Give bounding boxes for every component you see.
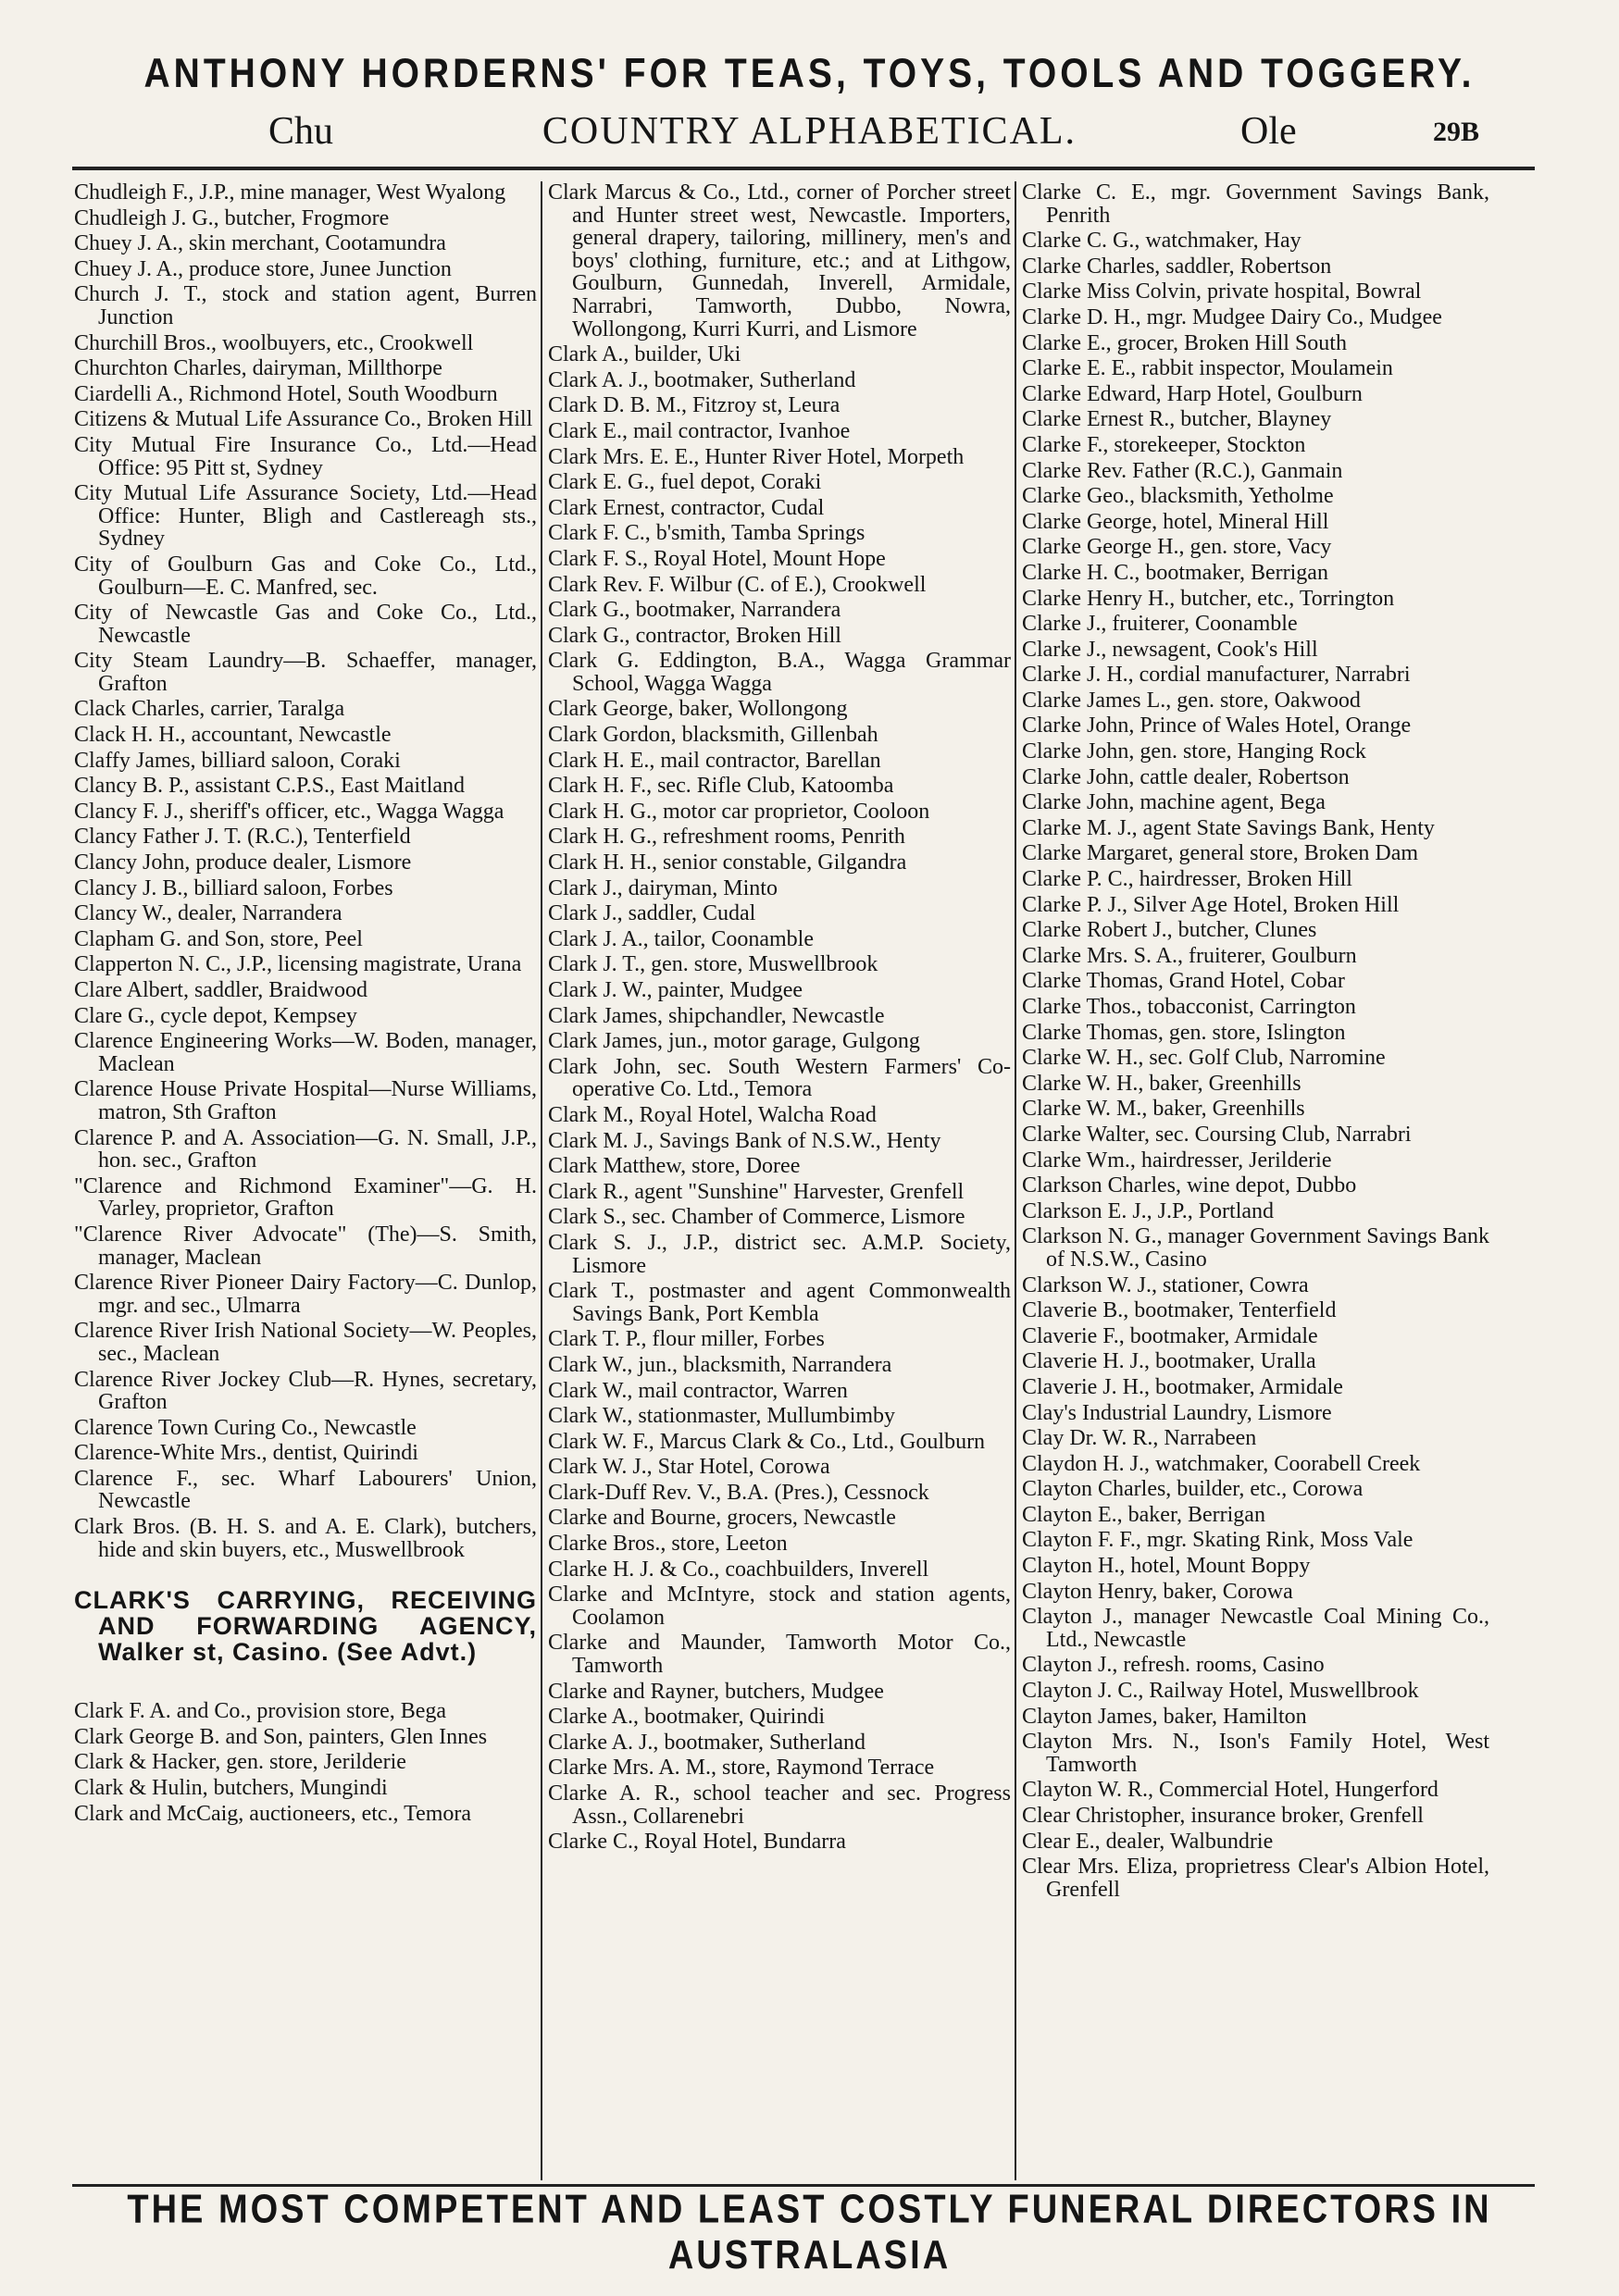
directory-entry: Clarke Margaret, general store, Broken Dam [1022,841,1419,866]
directory-entry: Clark S., sec. Chamber of Commerce, Lismore [548,1205,965,1230]
directory-entry: Clarke C. E., mgr. Government Savings Bank, Penrith [1022,180,1489,228]
directory-entry: Clarence River Irish National Society—W. Peoples, sec., Maclean [74,1319,537,1366]
directory-entry: Clarke Ernest R., butcher, Blayney [1022,407,1332,432]
directory-entry: Clarke J., newsagent, Cook's Hill [1022,637,1318,662]
directory-entry: CLARK'S CARRYING, RECEIVING AND FORWARDING AGENCY, Walker st, Casino. (See Advt.) [74,1586,537,1667]
directory-entry: Clancy B. P., assistant C.P.S., East Maitland [74,774,466,799]
directory-entry: Clarke W. M., baker, Greenhills [1022,1097,1305,1122]
directory-entry: Clark H. E., mail contractor, Barellan [548,748,881,773]
directory-entry: Clarke John, gen. store, Hanging Rock [1022,739,1366,764]
directory-entry: Clark J. T., gen. store, Muswellbrook [548,952,878,977]
directory-entry: Clarke E., grocer, Broken Hill South [1022,330,1347,355]
directory-entry: Clark James, shipchandler, Newcastle [548,1003,885,1028]
directory-entry: Clay's Industrial Laundry, Lismore [1022,1400,1332,1425]
directory-entry: Clark T. P., flour miller, Forbes [548,1327,825,1352]
directory-entry: Clarke George, hotel, Mineral Hill [1022,509,1329,534]
directory-entry: Clark J., saddler, Cudal [548,901,756,926]
directory-entry: Clare G., cycle depot, Kempsey [74,1003,357,1028]
directory-entry: Clarke Wm., hairdresser, Jerilderie [1022,1148,1332,1173]
directory-entry: City of Goulburn Gas and Coke Co., Ltd., Goulburn—E. C. Manfred, sec. [74,552,537,600]
directory-entry: Clark H. G., refreshment rooms, Penrith [548,825,905,850]
directory-entry: Clark & Hacker, gen. store, Jerilderie [74,1750,406,1775]
footer-rule [72,2184,1535,2187]
directory-entry: Clark F. A. and Co., provision store, Bega [74,1699,447,1724]
directory-entry: Clarke Henry H., butcher, etc., Torrington [1022,586,1395,611]
directory-entry: Churchill Bros., woolbuyers, etc., Crookwell [74,330,474,355]
directory-entry: Clarence Town Curing Co., Newcastle [74,1415,417,1440]
directory-entry: Citizens & Mutual Life Assurance Co., Broken Hill [74,407,533,432]
directory-entry: Claverie F., bootmaker, Armidale [1022,1323,1318,1348]
directory-entry: Clark and McCaig, auctioneers, etc., Temora [74,1801,472,1826]
directory-entry: Clear Christopher, insurance broker, Grenfell [1022,1804,1424,1828]
directory-entry: Clarke H. C., bootmaker, Berrigan [1022,560,1328,585]
directory-entry: Clarke Mrs. S. A., fruiterer, Goulburn [1022,943,1357,968]
directory-entry: Clark F. C., b'smith, Tamba Springs [548,521,866,546]
top-advert-banner: ANTHONY HORDERNS' FOR TEAS, TOYS, TOOLS AND TOGGERY. [143,50,1476,97]
directory-entry: Clark Ernest, contractor, Cudal [548,495,825,520]
directory-entry: Clayton Mrs. N., Ison's Family Hotel, West Tamworth [1022,1730,1489,1777]
directory-entry: Clark Marcus & Co., Ltd., corner of Porcher street and Hunter street west, Newcastle. Importers, general drapery, tailoring, millinery, men's and boys' clothing, furniture, etc.; and at Lithgow, Goulburn, Gunnedah, Inverell, Armidale, Narrabri, Tamworth, Dubbo, Nowra, Wollongong, Kurri Kurri, and Lismore [548,180,1011,341]
directory-entry: Clarke and Maunder, Tamworth Motor Co., Tamworth [548,1631,1011,1679]
directory-entry: Clarke E. E., rabbit inspector, Moulamein [1022,356,1393,381]
directory-entry: Clark H. H., senior constable, Gilgandra [548,850,907,875]
directory-entry: Clarence Engineering Works—W. Boden, manager, Maclean [74,1029,537,1076]
directory-entry: Claydon H. J., watchmaker, Coorabell Creek [1022,1451,1421,1476]
directory-entry: Clark-Duff Rev. V., B.A. (Pres.), Cessnock [548,1480,929,1505]
directory-entry: Clarke Thomas, gen. store, Islington [1022,1020,1346,1045]
directory-entry: Clark James, jun., motor garage, Gulgong [548,1029,920,1054]
directory-entry: Clark John, sec. South Western Farmers' Co-operative Co. Ltd., Temora [548,1054,1011,1102]
directory-entry: Churchton Charles, dairyman, Millthorpe [74,356,442,381]
directory-entry: Clear E., dealer, Walbundrie [1022,1829,1274,1854]
directory-entry: Clarence F., sec. Wharf Labourers' Union, Newcastle [74,1466,537,1514]
directory-entry: Clark A. J., bootmaker, Sutherland [548,367,856,392]
directory-entry: Claffy James, billiard saloon, Coraki [74,748,401,773]
directory-entry: Clark George B. and Son, painters, Glen Innes [74,1724,488,1749]
directory-entry: Clark T., postmaster and agent Commonwealth Savings Bank, Port Kembla [548,1279,1011,1326]
page-title: COUNTRY ALPHABETICAL. [542,110,1077,153]
directory-entry: Clark H. G., motor car proprietor, Cooloon [548,799,930,824]
directory-entry: Clarke Mrs. A. M., store, Raymond Terrace [548,1756,935,1781]
directory-entry: Clark J. W., painter, Mudgee [548,978,803,1002]
directory-entry: Clarke Bros., store, Leeton [548,1532,788,1557]
directory-entry: Clark W. F., Marcus Clark & Co., Ltd., Goulburn [548,1429,986,1454]
directory-entry: City Mutual Life Assurance Society, Ltd.—Head Office: Hunter, Bligh and Castlereagh sts., Sydney [74,481,537,552]
directory-entry: Clarke George H., gen. store, Vacy [1022,535,1332,560]
directory-entry: Claverie J. H., bootmaker, Armidale [1022,1374,1343,1399]
directory-entry: Clark Rev. F. Wilbur (C. of E.), Crookwell [548,572,927,597]
directory-entry: Ciardelli A., Richmond Hotel, South Woodburn [74,381,498,406]
directory-entry: Clark George, baker, Wollongong [548,697,848,722]
directory-entry: Clarke W. H., baker, Greenhills [1022,1071,1301,1096]
directory-entry: Clarkson W. J., stationer, Cowra [1022,1272,1309,1297]
directory-entry: Clayton Charles, builder, etc., Corowa [1022,1477,1364,1502]
directory-entry: Church J. T., stock and station agent, Burren Junction [74,282,537,329]
directory-entry: Clark F. S., Royal Hotel, Mount Hope [548,546,886,571]
bottom-advert-banner: THE MOST COMPETENT AND LEAST COSTLY FUNERAL DIRECTORS IN AUSTRALASIA [127,2187,1492,2278]
directory-entry: Clayton W. R., Commercial Hotel, Hungerford [1022,1778,1438,1803]
directory-entry: Clark W., stationmaster, Mullumbimby [548,1404,896,1429]
directory-entry: Clarke C. G., watchmaker, Hay [1022,229,1301,254]
directory-entry: City Mutual Fire Insurance Co., Ltd.—Head Office: 95 Pitt st, Sydney [74,432,537,480]
directory-entry: Clarke W. H., sec. Golf Club, Narromine [1022,1046,1386,1071]
directory-entry: Clarke Rev. Father (R.C.), Ganmain [1022,458,1343,483]
directory-entry: Clack H. H., accountant, Newcastle [74,723,392,748]
directory-column-2 [548,181,1011,1856]
column-divider-2 [1015,181,1016,2180]
directory-entry: Clark Mrs. E. E., Hunter River Hotel, Morpeth [548,444,965,469]
directory-entry: Chudleigh F., J.P., mine manager, West Wyalong [74,180,506,205]
directory-entry: Clark A., builder, Uki [548,342,741,367]
directory-entry: Clark Gordon, blacksmith, Gillenbah [548,723,878,748]
directory-entry: Clancy Father J. T. (R.C.), Tenterfield [74,825,411,850]
running-head [0,109,1619,155]
directory-entry: Clarke Thomas, Grand Hotel, Cobar [1022,969,1345,994]
directory-column-3 [1022,181,1489,1904]
directory-entry: Clarke James L., gen. store, Oakwood [1022,688,1361,713]
directory-entry: Clarke A., bootmaker, Quirindi [548,1705,825,1730]
directory-entry: "Clarence River Advocate" (The)—S. Smith, manager, Maclean [74,1222,537,1270]
directory-entry: Clarke D. H., mgr. Mudgee Dairy Co., Mudgee [1022,304,1442,329]
directory-entry: Clark D. B. M., Fitzroy st, Leura [548,393,841,418]
directory-entry: Clack Charles, carrier, Taralga [74,697,345,722]
directory-entry: Clark Matthew, store, Doree [548,1154,801,1179]
directory-entry: Clark G., bootmaker, Narrandera [548,598,841,623]
directory-entry: Clark J., dairyman, Minto [548,875,778,900]
directory-entry: Clarke and Bourne, grocers, Newcastle [548,1506,896,1531]
directory-entry: Clarence River Jockey Club—R. Hynes, secretary, Grafton [74,1367,537,1415]
directory-entry: Clarke Edward, Harp Hotel, Goulburn [1022,381,1363,406]
directory-entry: Clark S. J., J.P., district sec. A.M.P. Society, Lismore [548,1230,1011,1278]
directory-entry: Clarke C., Royal Hotel, Bundarra [548,1830,846,1855]
directory-entry: Clarkson E. J., J.P., Portland [1022,1198,1275,1223]
directory-entry: Clarke M. J., agent State Savings Bank, Henty [1022,815,1435,840]
directory-entry: "Clarence and Richmond Examiner"—G. H. Varley, proprietor, Grafton [74,1173,537,1222]
directory-entry: Clarke H. J. & Co., coachbuilders, Inverell [548,1557,929,1582]
directory-entry: Clarke Geo., blacksmith, Yetholme [1022,484,1334,509]
page-number: 29B [1433,117,1480,147]
directory-entry: Clark M., Royal Hotel, Walcha Road [548,1102,877,1127]
directory-entry: Clarence-White Mrs., dentist, Quirindi [74,1441,418,1466]
directory-entry: Clarke P. J., Silver Age Hotel, Broken Hill [1022,892,1400,917]
directory-entry: Clayton James, baker, Hamilton [1022,1704,1307,1729]
directory-entry: Clark G., contractor, Broken Hill [548,623,841,648]
directory-entry: Chuey J. A., skin merchant, Cootamundra [74,231,446,256]
directory-entry: Clancy J. B., billiard saloon, Forbes [74,875,393,900]
directory-entry: Clancy John, produce dealer, Lismore [74,850,412,875]
directory-entry: Clayton J. C., Railway Hotel, Muswellbrook [1022,1679,1419,1704]
directory-entry: City Steam Laundry—B. Schaeffer, manager, Grafton [74,649,537,696]
directory-entry: Clarkson Charles, wine depot, Dubbo [1022,1173,1357,1198]
directory-entry: Clark G. Eddington, B.A., Wagga Grammar School, Wagga Wagga [548,649,1011,696]
directory-entry: Clayton F. F., mgr. Skating Rink, Moss Vale [1022,1528,1414,1553]
directory-entry: Clancy F. J., sheriff's officer, etc., Wagga Wagga [74,799,504,824]
directory-entry: Clark E. G., fuel depot, Coraki [548,470,822,495]
directory-entry: Clay Dr. W. R., Narrabeen [1022,1426,1257,1451]
directory-column-1 [74,181,537,1828]
header-rule [72,167,1535,170]
directory-entry: Clayton H., hotel, Mount Boppy [1022,1554,1311,1579]
directory-entry: Clarke and McIntyre, stock and station agents, Coolamon [548,1582,1011,1630]
directory-entry: Clarke John, Prince of Wales Hotel, Orange [1022,714,1412,738]
directory-entry: City of Newcastle Gas and Coke Co., Ltd., Newcastle [74,601,537,648]
guide-word-last: Ole [1240,110,1297,153]
directory-entry: Clark W., jun., blacksmith, Narrandera [548,1352,892,1377]
directory-entry: Clarence House Private Hospital—Nurse Williams, matron, Sth Grafton [74,1077,537,1124]
guide-word-first: Chu [268,110,334,153]
directory-entry: Clarke F., storekeeper, Stockton [1022,432,1306,457]
directory-entry: Clapperton N. C., J.P., licensing magistrate, Urana [74,952,522,977]
directory-entry: Clark H. F., sec. Rifle Club, Katoomba [548,774,894,799]
directory-entry: Clarke J. H., cordial manufacturer, Narrabri [1022,663,1411,688]
directory-entry: Clapham G. and Son, store, Peel [74,926,363,951]
directory-entry: Clear Mrs. Eliza, proprietress Clear's Albion Hotel, Grenfell [1022,1855,1489,1902]
directory-entry: Clarke Walter, sec. Coursing Club, Narrabri [1022,1122,1412,1147]
directory-entry: Clancy W., dealer, Narrandera [74,901,342,926]
directory-entry: Clark Bros. (B. H. S. and A. E. Clark), butchers, hide and skin buyers, etc., Muswellbrook [74,1515,537,1562]
directory-entry: Clark M. J., Savings Bank of N.S.W., Henty [548,1128,941,1153]
directory-entry: Clarence P. and A. Association—G. N. Small, J.P., hon. sec., Grafton [74,1125,537,1173]
directory-entry: Clark & Hulin, butchers, Mungindi [74,1776,388,1801]
directory-entry: Clayton E., baker, Berrigan [1022,1502,1265,1527]
directory-entry: Clarke Charles, saddler, Robertson [1022,254,1332,279]
directory-entry: Clarke J., fruiterer, Coonamble [1022,612,1298,637]
directory-entry: Clarkson N. G., manager Government Savings Bank of N.S.W., Casino [1022,1224,1489,1272]
directory-entry: Clarke Robert J., butcher, Clunes [1022,918,1317,943]
directory-entry: Clare Albert, saddler, Braidwood [74,978,367,1002]
directory-entry: Clarke P. C., hairdresser, Broken Hill [1022,867,1352,892]
directory-entry: Clark W., mail contractor, Warren [548,1378,848,1403]
directory-entry: Clarke and Rayner, butchers, Mudgee [548,1679,884,1704]
directory-entry: Clarke A. J., bootmaker, Sutherland [548,1730,866,1755]
directory-entry: Clayton Henry, baker, Corowa [1022,1579,1293,1604]
directory-entry: Clarke John, cattle dealer, Robertson [1022,764,1350,789]
column-divider-1 [541,181,542,2180]
directory-entry: Chudleigh J. G., butcher, Frogmore [74,205,390,230]
directory-entry: Clarke Miss Colvin, private hospital, Bowral [1022,279,1422,304]
directory-entry: Clayton J., refresh. rooms, Casino [1022,1653,1325,1678]
directory-entry: Clarke John, machine agent, Bega [1022,790,1326,815]
directory-entry: Clarence River Pioneer Dairy Factory—C. Dunlop, mgr. and sec., Ulmarra [74,1271,537,1318]
directory-entry: Clark R., agent "Sunshine" Harvester, Grenfell [548,1179,965,1204]
directory-entry: Clark J. A., tailor, Coonamble [548,926,815,951]
directory-entry: Clark E., mail contractor, Ivanhoe [548,418,851,443]
directory-entry: Clarke Thos., tobacconist, Carrington [1022,995,1356,1019]
directory-entry: Clayton J., manager Newcastle Coal Mining Co., Ltd., Newcastle [1022,1605,1489,1652]
directory-entry: Clarke A. R., school teacher and sec. Progress Assn., Collarenebri [548,1781,1011,1829]
directory-entry: Claverie H. J., bootmaker, Uralla [1022,1349,1316,1374]
directory-entry: Clark W. J., Star Hotel, Corowa [548,1455,830,1480]
directory-entry: Claverie B., bootmaker, Tenterfield [1022,1298,1337,1323]
directory-entry: Chuey J. A., produce store, Junee Junction [74,256,452,281]
